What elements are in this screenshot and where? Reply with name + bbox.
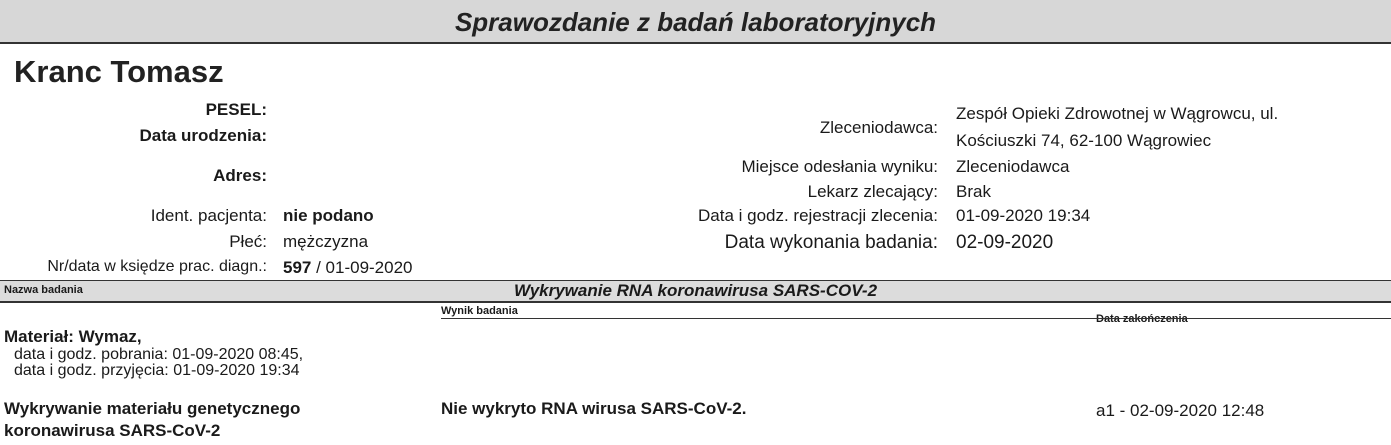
col-test-name: Nazwa badania — [4, 284, 83, 296]
orderer-line2: Kościuszki 74, 62-100 Wągrowiec — [956, 131, 1212, 150]
patient-id-value: nie podano — [283, 206, 374, 225]
book-number: 597 — [283, 258, 312, 277]
title-divider — [0, 42, 1391, 44]
test-date-value: 02-09-2020 — [956, 232, 1054, 253]
report-title: Sprawozdanie z badań laboratoryjnych — [454, 7, 937, 37]
columns-divider — [441, 318, 1391, 319]
book-label: Nr/data w księdze prac. diagn.: — [47, 258, 267, 275]
pesel-label: PESEL: — [205, 100, 267, 119]
address-label: Adres: — [213, 166, 267, 185]
patient-id-label: Ident. pacjenta: — [150, 206, 267, 225]
material-received: data i godz. przyjęcia: 01-09-2020 19:34 — [14, 362, 300, 379]
results-bottom-rule — [0, 301, 1391, 303]
birth-date-label: Data urodzenia: — [139, 126, 267, 145]
registration-value: 01-09-2020 19:34 — [956, 206, 1091, 225]
sex-value: mężczyzna — [283, 232, 369, 251]
book-date: / 01-09-2020 — [311, 258, 413, 277]
sex-label: Płeć: — [229, 232, 267, 251]
test-result: Nie wykryto RNA wirusa SARS-CoV-2. — [441, 399, 747, 418]
test-date-label: Data wykonania badania: — [724, 232, 938, 253]
orderer-line1: Zespół Opieki Zdrowotnej w Wągrowcu, ul. — [956, 104, 1279, 123]
registration-label: Data i godz. rejestracji zlecenia: — [697, 206, 938, 225]
test-name-line2: koronawirusa SARS-CoV-2 — [4, 421, 221, 440]
doctor-value: Brak — [956, 182, 991, 201]
doctor-label: Lekarz zlecający: — [807, 182, 938, 201]
result-destination-value: Zleceniodawca — [956, 157, 1070, 176]
col-result: Wynik badania — [441, 305, 518, 317]
result-destination-label: Miejsce odesłania wyniku: — [741, 157, 938, 176]
test-name-line1: Wykrywanie materiału genetycznego — [4, 399, 301, 418]
material-collected: data i godz. pobrania: 01-09-2020 08:45, — [14, 346, 304, 363]
orderer-label: Zleceniodawca: — [819, 118, 938, 137]
test-completion: a1 - 02-09-2020 12:48 — [1096, 401, 1265, 420]
book-value — [283, 258, 413, 278]
material-title: Materiał: Wymaz, — [4, 327, 142, 346]
col-completion: Data zakończenia — [1096, 313, 1188, 325]
patient-name: Kranc Tomasz — [14, 54, 224, 89]
results-section-title: Wykrywanie RNA koronawirusa SARS-COV-2 — [513, 281, 878, 300]
